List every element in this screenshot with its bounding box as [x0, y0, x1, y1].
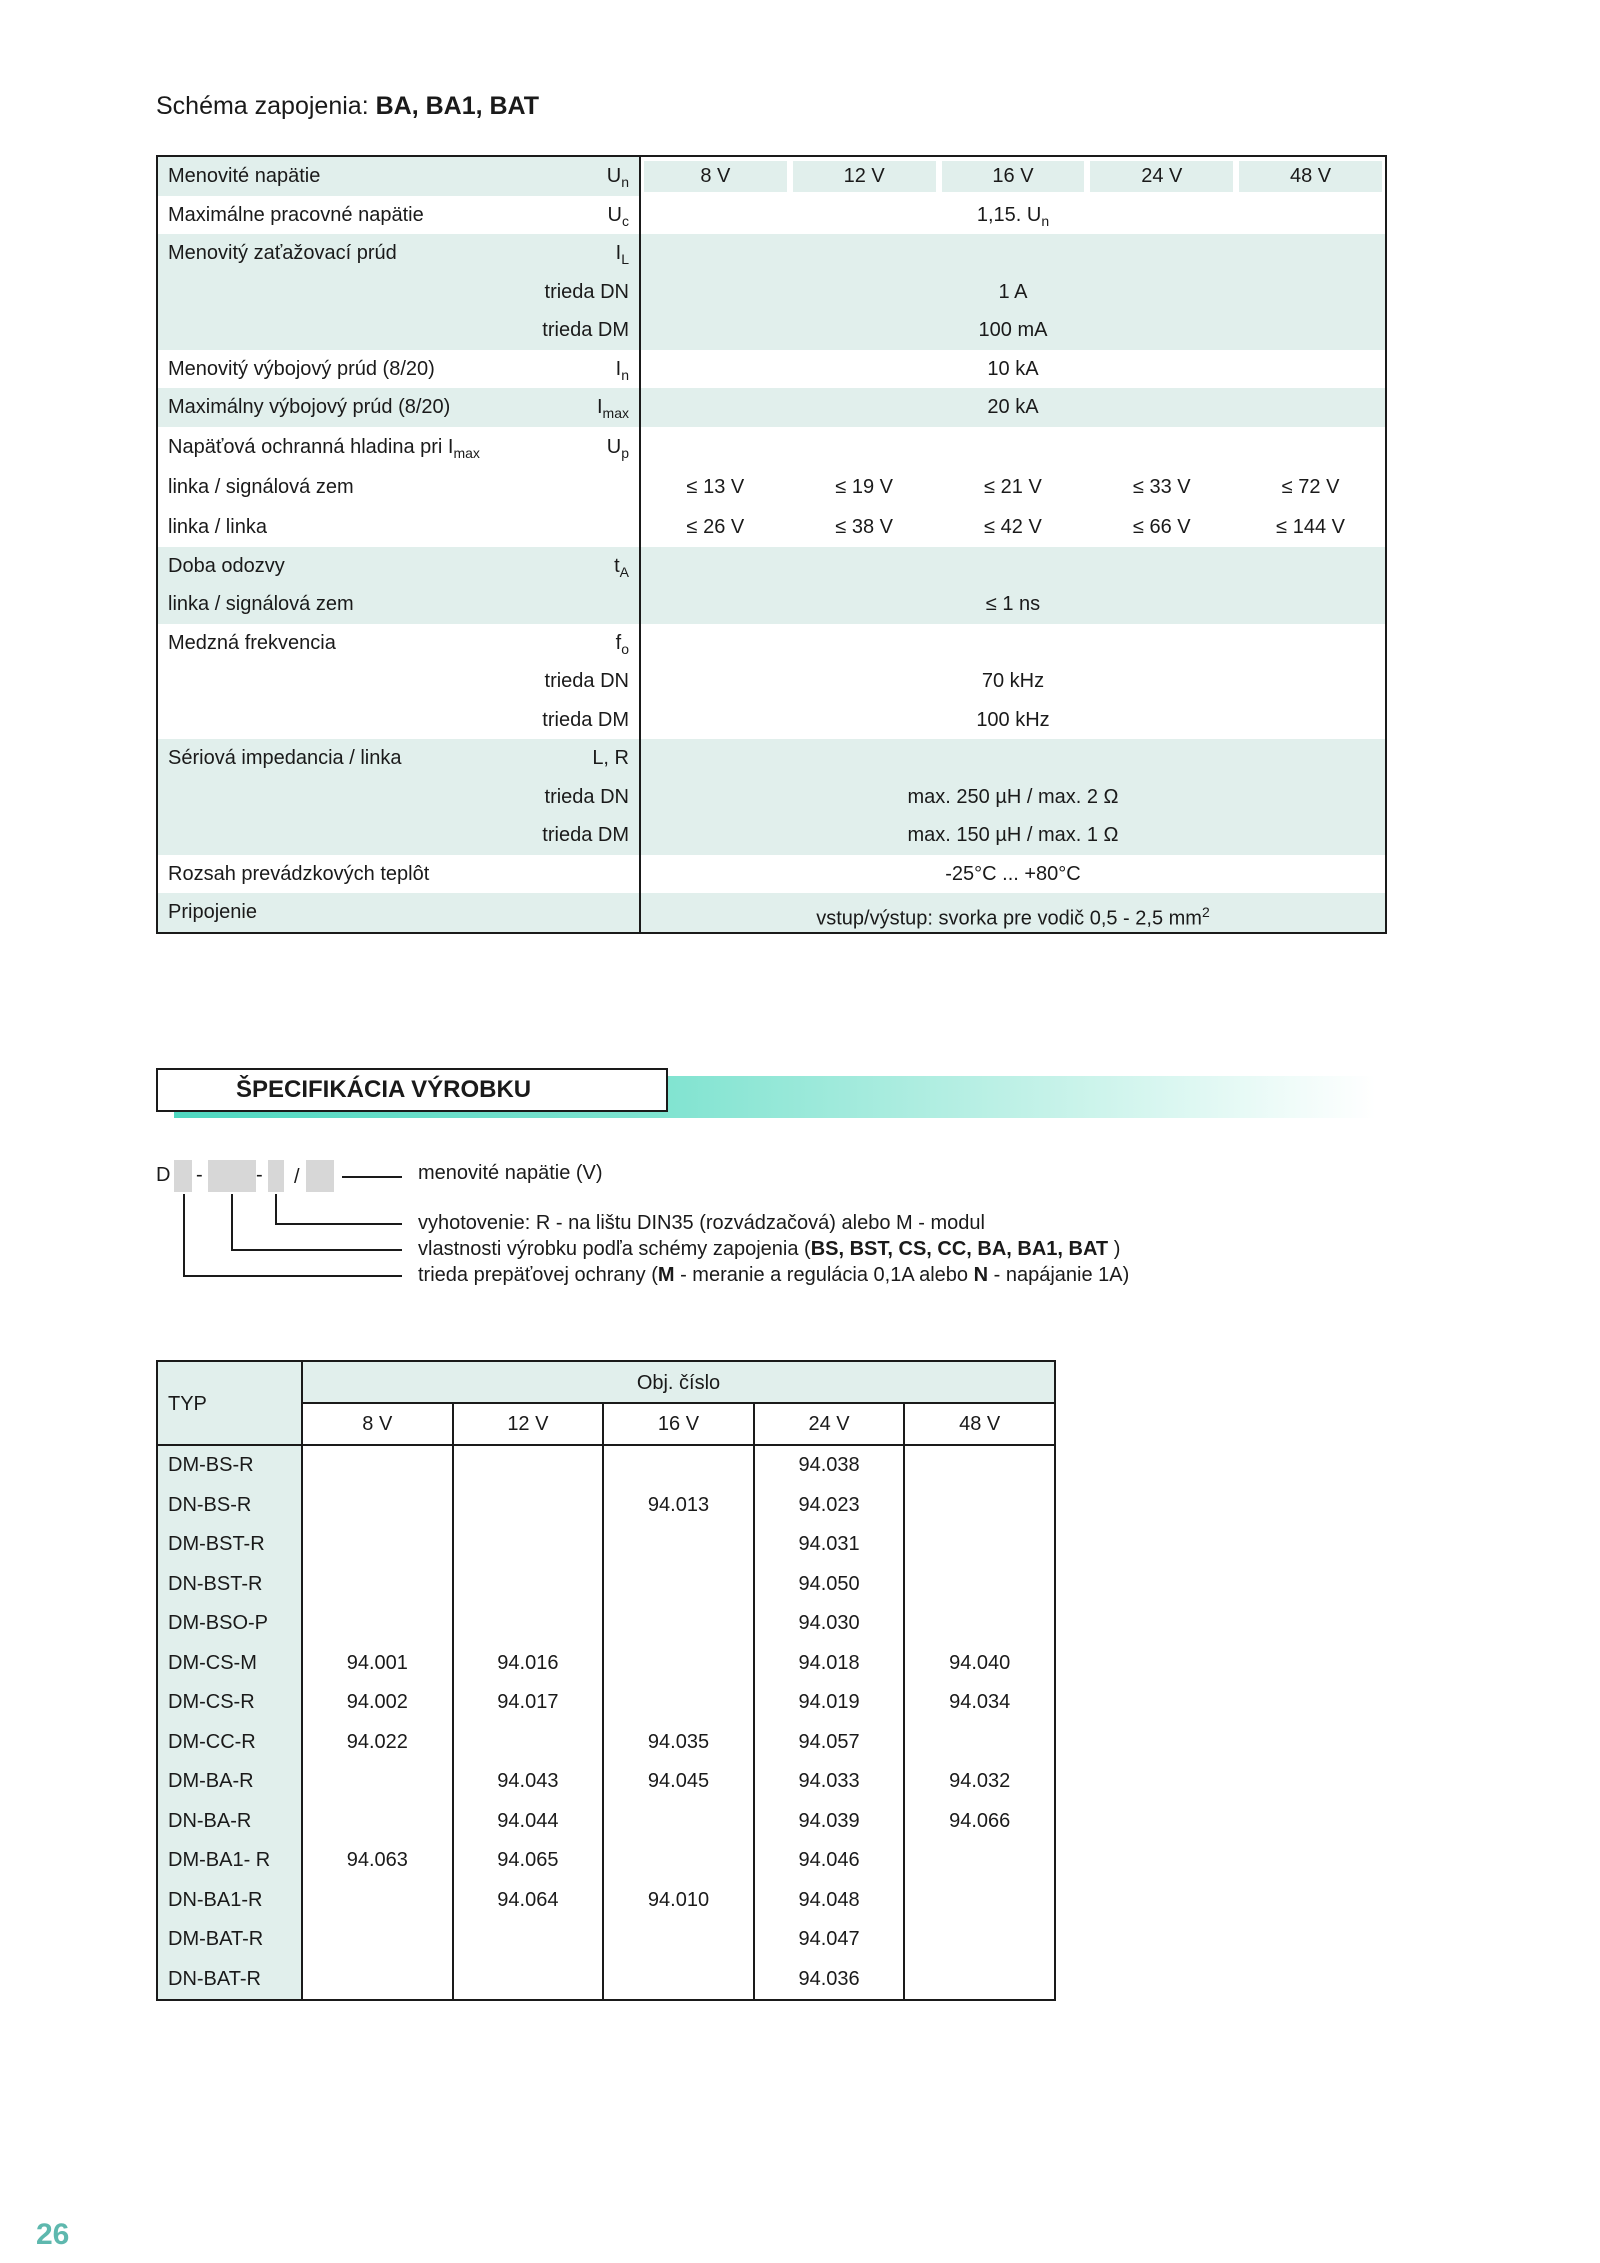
order-number-cell: 94.048: [755, 1881, 906, 1921]
order-number-cell: [303, 1604, 454, 1644]
order-number-cell: [604, 1683, 755, 1723]
sym-sub: max: [602, 405, 629, 421]
spec-value: ≤ 66 V: [1132, 515, 1191, 538]
spec-param-cell: [158, 196, 641, 235]
order-number-cell: 94.064: [454, 1881, 605, 1921]
table-row: [158, 1683, 1054, 1723]
heading-prefix: Schéma zapojenia:: [156, 92, 376, 120]
spec-value: ≤ 144 V: [1276, 515, 1345, 538]
order-number-cell: 94.010: [604, 1881, 755, 1921]
spec-value: 20 kA: [987, 396, 1039, 418]
typ-cell: DM-BA-R: [158, 1762, 303, 1802]
order-number-cell: [303, 1486, 454, 1526]
spec-param-cell: [158, 507, 641, 547]
spec-param-cell: [158, 350, 641, 389]
label-part: - napájanie 1A): [988, 1264, 1130, 1286]
spec-param: Menovitý výbojový prúd (8/20): [168, 357, 435, 380]
order-number-cell: [905, 1841, 1054, 1881]
value-main: vstup/výstup: svorka pre vodič 0,5 - 2,5 mm: [816, 907, 1202, 930]
value-main: 1,15. U: [976, 203, 1042, 226]
product-code-diagram: [156, 1160, 1156, 1300]
order-number-cell: [604, 1644, 755, 1684]
order-number-cell: [604, 1802, 755, 1842]
order-number-cell: 94.001: [303, 1644, 454, 1684]
order-number-cell: 94.023: [755, 1486, 906, 1526]
spec-row: [158, 855, 1385, 894]
spec-param-cell: [158, 778, 641, 817]
spec-class: trieda DM: [542, 824, 629, 846]
order-table-header: [158, 1362, 1054, 1446]
order-number-cell: 94.046: [755, 1841, 906, 1881]
spec-param: linka / signálová zem: [168, 475, 354, 498]
order-number-cell: [454, 1723, 605, 1763]
typ-cell: DM-BAT-R: [158, 1920, 303, 1960]
order-number-cell: 94.002: [303, 1683, 454, 1723]
spec-class: trieda DN: [544, 785, 629, 808]
spec-row: [158, 157, 1385, 196]
spec-class: trieda DN: [544, 280, 629, 303]
spec-value: 70 kHz: [981, 670, 1045, 692]
spec-row: [158, 388, 1385, 427]
label-part: - meranie a regulácia 0,1A alebo: [674, 1264, 974, 1286]
sym-sub: o: [621, 640, 629, 657]
spec-param-cell: [158, 893, 641, 932]
spec-row: [158, 893, 1385, 932]
table-row: [158, 1762, 1054, 1802]
order-number-cell: [905, 1960, 1054, 2000]
order-number-cell: 94.013: [604, 1486, 755, 1526]
spec-row: [158, 662, 1385, 701]
code-slot-version: [268, 1160, 284, 1192]
spec-row: [158, 196, 1385, 235]
voltage-header-cell: 48 V: [1239, 161, 1382, 192]
connector-line: [183, 1275, 402, 1277]
code-dash: -: [196, 1164, 203, 1186]
order-number-cell: 94.050: [755, 1565, 906, 1605]
order-number-cell: [454, 1920, 605, 1960]
order-number-cell: [303, 1960, 454, 2000]
spec-param-cell: [158, 273, 641, 312]
table-row: [158, 1565, 1054, 1605]
order-number-cell: [905, 1486, 1054, 1526]
spec-value: ≤ 72 V: [1281, 475, 1340, 498]
voltage-header: [641, 157, 1385, 196]
order-number-cell: 94.040: [949, 1651, 1011, 1674]
order-number-cell: 94.017: [454, 1683, 605, 1723]
code-slot-class: [174, 1160, 192, 1192]
order-number-cell: [604, 1525, 755, 1565]
label-part: vlastnosti výrobku podľa schémy zapojenia (: [418, 1238, 811, 1260]
label-bold: BS, BST, CS, CC, BA, BA1, BAT: [810, 1238, 1109, 1260]
order-table-body: [158, 1446, 1054, 1999]
label-part: ): [1108, 1238, 1121, 1260]
order-number-cell: 94.063: [303, 1841, 454, 1881]
spec-row: [158, 739, 1385, 778]
sym-sub: L: [621, 251, 629, 267]
spec-value: -25°C ... +80°C: [945, 862, 1081, 885]
spec-param-cell: [158, 662, 641, 701]
order-number-cell: [604, 1565, 755, 1605]
spec-value: 10 kA: [987, 357, 1039, 380]
table-row: [158, 1525, 1054, 1565]
spec-param-cell: [158, 157, 641, 196]
code-label-properties: [418, 1238, 1120, 1261]
table-row: [158, 1920, 1054, 1960]
spec-param-cell: [158, 739, 641, 778]
voltage-col-header: 48 V: [959, 1413, 1001, 1435]
order-number-cell: [303, 1565, 454, 1605]
code-slot-properties: [208, 1160, 256, 1192]
spec-row: [158, 273, 1385, 312]
section-title: ŠPECIFIKÁCIA VÝROBKU: [156, 1068, 668, 1112]
obj-header: Obj. číslo: [303, 1362, 1054, 1404]
spec-param: Doba odozvy: [168, 554, 285, 577]
order-number-cell: [905, 1723, 1054, 1763]
order-number-cell: [604, 1604, 755, 1644]
spec-param: Rozsah prevádzkových teplôt: [168, 862, 430, 885]
typ-cell: DM-CC-R: [158, 1723, 303, 1763]
sym-main: t: [614, 554, 620, 577]
param-main: Napäťová ochranná hladina pri I: [168, 435, 454, 458]
order-number-cell: [454, 1565, 605, 1605]
sym-main: f: [615, 631, 622, 654]
spec-row: [158, 427, 1385, 467]
param-sub: max: [453, 444, 480, 461]
spec-row: [158, 547, 1385, 586]
connector-line: [231, 1249, 402, 1251]
order-number-cell: [604, 1960, 755, 2000]
typ-cell: DM-BA1- R: [158, 1841, 303, 1881]
voltage-col-header: 12 V: [454, 1404, 605, 1444]
typ-cell: DM-BST-R: [158, 1525, 303, 1565]
spec-value: 100 mA: [978, 319, 1048, 341]
order-number-cell: 94.016: [454, 1644, 605, 1684]
order-number-cell: [303, 1525, 454, 1565]
spec-value: ≤ 42 V: [984, 515, 1042, 538]
spec-param: Medzná frekvencia: [168, 631, 336, 654]
order-number-cell: [454, 1525, 605, 1565]
typ-cell: DN-BS-R: [158, 1486, 303, 1526]
connector-line: [275, 1194, 277, 1224]
spec-table: [156, 155, 1387, 934]
spec-row: [158, 234, 1385, 273]
table-row: [158, 1604, 1054, 1644]
code-slash: /: [294, 1166, 300, 1188]
spec-value: ≤ 26 V: [686, 515, 745, 538]
order-number-cell: [905, 1920, 1054, 1960]
table-row: [158, 1802, 1054, 1842]
sym-sub: A: [619, 563, 629, 580]
spec-class: trieda DN: [544, 670, 629, 692]
order-number-cell: 94.018: [755, 1644, 906, 1684]
spec-value: 1 A: [998, 280, 1028, 303]
order-number-cell: [905, 1604, 1054, 1644]
order-number-cell: [303, 1446, 454, 1486]
spec-row: [158, 585, 1385, 624]
voltage-header-cell: 24 V: [1090, 161, 1233, 192]
connector-line: [275, 1223, 402, 1225]
order-number-cell: 94.044: [454, 1802, 605, 1842]
order-number-cell: 94.038: [755, 1446, 906, 1486]
voltage-header-cell: 12 V: [793, 161, 936, 192]
order-number-cell: [454, 1446, 605, 1486]
page-number: 26: [36, 2218, 70, 2251]
spec-value: 100 kHz: [976, 708, 1050, 731]
voltage-col-header: 24 V: [755, 1404, 906, 1444]
order-number-cell: [604, 1446, 755, 1486]
spec-param-cell: [158, 624, 641, 663]
spec-param: Maximálne pracovné napätie: [168, 203, 424, 226]
spec-row: [158, 701, 1385, 740]
connector-line: [342, 1176, 402, 1178]
sym-sub: n: [621, 366, 629, 383]
spec-row: [158, 624, 1385, 663]
order-number-cell: [303, 1762, 454, 1802]
order-number-cell: [454, 1604, 605, 1644]
table-row: [158, 1960, 1054, 2000]
spec-row: [158, 350, 1385, 389]
spec-value: ≤ 38 V: [835, 515, 894, 538]
order-number-cell: [303, 1881, 454, 1921]
sym-main: I: [615, 357, 622, 380]
voltage-col-header: 16 V: [604, 1404, 755, 1444]
order-number-cell: [905, 1446, 1054, 1486]
sym-main: U: [607, 203, 622, 226]
spec-class: trieda DM: [542, 319, 629, 341]
order-number-cell: [905, 1881, 1054, 1921]
spec-value: [641, 893, 1385, 932]
spec-param-cell: [158, 855, 641, 894]
voltage-header-cell: 16 V: [942, 161, 1085, 192]
order-number-cell: [303, 1920, 454, 1960]
spec-param: Menovité napätie: [168, 165, 321, 187]
spec-row: [158, 311, 1385, 350]
spec-row: [158, 507, 1385, 547]
order-number-cell: [604, 1920, 755, 1960]
order-number-cell: 94.065: [454, 1841, 605, 1881]
sym-main: I: [596, 396, 603, 418]
order-number-cell: [604, 1841, 755, 1881]
table-row: [158, 1881, 1054, 1921]
heading-bold: BA, BA1, BAT: [375, 92, 540, 120]
order-number-cell: 94.035: [604, 1723, 755, 1763]
voltage-col-header: 8 V: [303, 1404, 454, 1444]
sym-sub: c: [622, 212, 629, 229]
spec-param: Menovitý zaťažovací prúd: [168, 242, 397, 264]
value-sub: n: [1041, 212, 1050, 229]
spec-value: ≤ 19 V: [835, 475, 894, 498]
voltage-header-cell: 8 V: [644, 161, 787, 192]
typ-cell: DM-CS-M: [158, 1644, 303, 1684]
code-label-voltage: menovité napätie (V): [418, 1162, 603, 1184]
order-table: [156, 1360, 1056, 2001]
order-number-cell: 94.045: [604, 1762, 755, 1802]
typ-cell: DN-BAT-R: [158, 1960, 303, 2000]
typ-cell: DM-CS-R: [158, 1683, 303, 1723]
connector-line: [231, 1194, 233, 1250]
order-number-cell: 94.057: [755, 1723, 906, 1763]
value-sup: 2: [1201, 904, 1210, 920]
spec-row: [158, 816, 1385, 855]
spec-value: ≤ 21 V: [984, 475, 1042, 498]
spec-param: linka / signálová zem: [168, 593, 354, 615]
spec-value: ≤ 13 V: [686, 475, 745, 498]
order-number-cell: 94.019: [755, 1683, 906, 1723]
sym-main: I: [615, 242, 622, 264]
page-heading: [156, 92, 539, 121]
spec-param-cell: [158, 427, 641, 467]
table-row: [158, 1644, 1054, 1684]
spec-symbol: L, R: [592, 747, 629, 769]
order-number-cell: 94.033: [755, 1762, 906, 1802]
typ-cell: DM-BS-R: [158, 1446, 303, 1486]
typ-cell: DN-BA1-R: [158, 1881, 303, 1921]
code-label-version: vyhotovenie: R - na lištu DIN35 (rozvádzačová) alebo M - modul: [418, 1212, 985, 1234]
order-number-cell: [905, 1525, 1054, 1565]
order-number-cell: 94.030: [755, 1604, 906, 1644]
spec-row: [158, 467, 1385, 507]
sym-sub: n: [621, 174, 629, 190]
typ-cell: DN-BA-R: [158, 1802, 303, 1842]
typ-header: TYP: [158, 1362, 303, 1444]
order-number-cell: [454, 1486, 605, 1526]
sym-sub: p: [621, 444, 629, 461]
spec-class: trieda DM: [542, 708, 629, 731]
typ-cell: DM-BSO-P: [158, 1604, 303, 1644]
spec-value: [641, 196, 1385, 235]
spec-param-cell: [158, 234, 641, 273]
spec-param-cell: [158, 388, 641, 427]
order-number-cell: 94.036: [755, 1960, 906, 2000]
order-number-cell: 94.047: [755, 1920, 906, 1960]
table-row: [158, 1446, 1054, 1486]
spec-param-cell: [158, 585, 641, 624]
spec-param: Maximálny výbojový prúd (8/20): [168, 396, 451, 418]
spec-value: max. 150 µH / max. 1 Ω: [907, 824, 1119, 846]
order-number-cell: [905, 1565, 1054, 1605]
table-row: [158, 1486, 1054, 1526]
spec-param-cell: [158, 547, 641, 586]
spec-value: max. 250 µH / max. 2 Ω: [907, 785, 1119, 808]
spec-param: Sériová impedancia / linka: [168, 747, 402, 769]
order-number-cell: [303, 1802, 454, 1842]
order-number-cell: 94.066: [949, 1809, 1011, 1832]
spec-row: [158, 778, 1385, 817]
sym-main: U: [606, 435, 622, 458]
order-number-cell: 94.022: [303, 1723, 454, 1763]
spec-param: Pripojenie: [168, 901, 257, 923]
order-number-cell: 94.034: [949, 1691, 1011, 1713]
label-bold: N: [973, 1264, 989, 1286]
sym-main: U: [606, 165, 622, 187]
code-prefix: D: [156, 1164, 171, 1186]
order-number-cell: [454, 1960, 605, 2000]
section-banner: [156, 1068, 1376, 1118]
order-number-cell: 94.039: [755, 1802, 906, 1842]
table-row: [158, 1723, 1054, 1763]
order-number-cell: 94.043: [454, 1762, 605, 1802]
typ-cell: DN-BST-R: [158, 1565, 303, 1605]
order-number-cell: 94.031: [755, 1525, 906, 1565]
table-row: [158, 1841, 1054, 1881]
spec-value: ≤ 1 ns: [985, 593, 1041, 615]
code-slot-voltage: [306, 1160, 334, 1192]
order-number-cell: 94.032: [949, 1770, 1011, 1792]
label-part: trieda prepäťovej ochrany (: [418, 1264, 658, 1286]
spec-param: linka / linka: [168, 515, 267, 538]
spec-param-cell: [158, 701, 641, 740]
code-label-class: [418, 1264, 1129, 1287]
spec-param-cell: [158, 816, 641, 855]
code-dash: -: [256, 1164, 263, 1186]
spec-param-cell: [158, 467, 641, 507]
label-bold: M: [657, 1264, 675, 1286]
spec-param-cell: [158, 311, 641, 350]
spec-value: ≤ 33 V: [1132, 475, 1191, 498]
connector-line: [183, 1194, 185, 1276]
